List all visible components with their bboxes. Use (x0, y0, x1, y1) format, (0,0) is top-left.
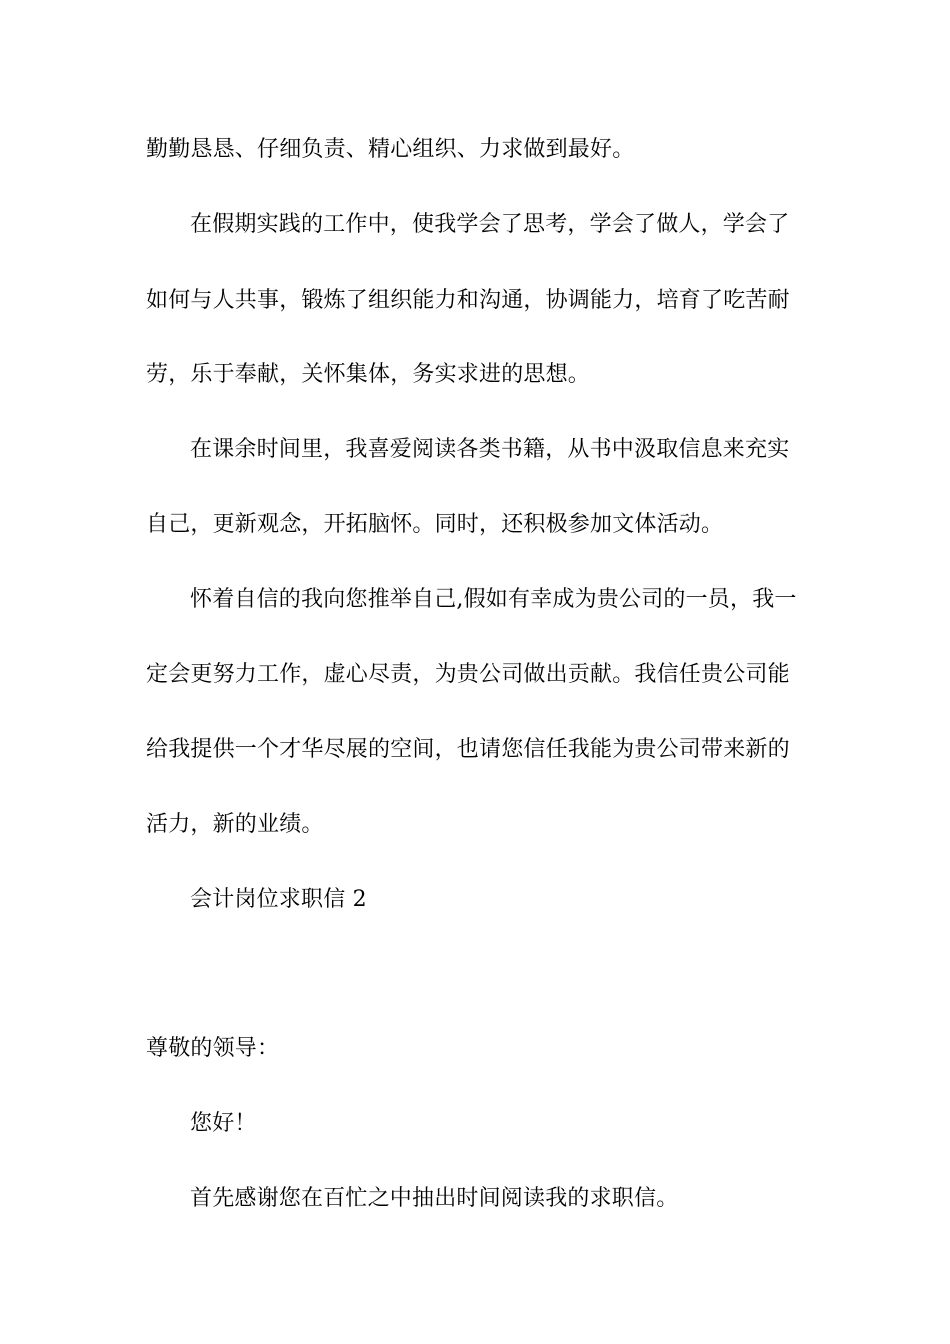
text-line: 自己，更新观念，开拓脑怀。同时，还积极参加文体活动。 (146, 512, 724, 537)
text-line: 定会更努力工作，虚心尽责，为贵公司做出贡献。我信任贵公司能 (146, 662, 790, 687)
text-line: 劳，乐于奉献，关怀集体，务实求进的思想。 (146, 362, 591, 387)
section-title: 会计岗位求职信 2 (190, 887, 367, 912)
greeting: 您好！ (190, 1111, 257, 1136)
text-line: 勤勤恳恳、仔细负责、精心组织、力求做到最好。 (146, 137, 635, 162)
paragraph-start-line: 在课余时间里，我喜爱阅读各类书籍，从书中汲取信息来充实 (190, 437, 790, 462)
paragraph-start-line: 首先感谢您在百忙之中抽出时间阅读我的求职信。 (190, 1186, 679, 1211)
text-line: 活力，新的业绩。 (146, 812, 324, 837)
text-line: 如何与人共事，锻炼了组织能力和沟通，协调能力，培育了吃苦耐 (146, 288, 790, 313)
paragraph-start-line: 在假期实践的工作中，使我学会了思考，学会了做人，学会了 (190, 212, 790, 237)
salutation: 尊敬的领导： (146, 1036, 280, 1061)
text-line: 给我提供一个才华尽展的空间，也请您信任我能为贵公司带来新的 (146, 737, 790, 762)
paragraph-start-line: 怀着自信的我向您推举自己,假如有幸成为贵公司的一员，我一 (190, 587, 797, 612)
